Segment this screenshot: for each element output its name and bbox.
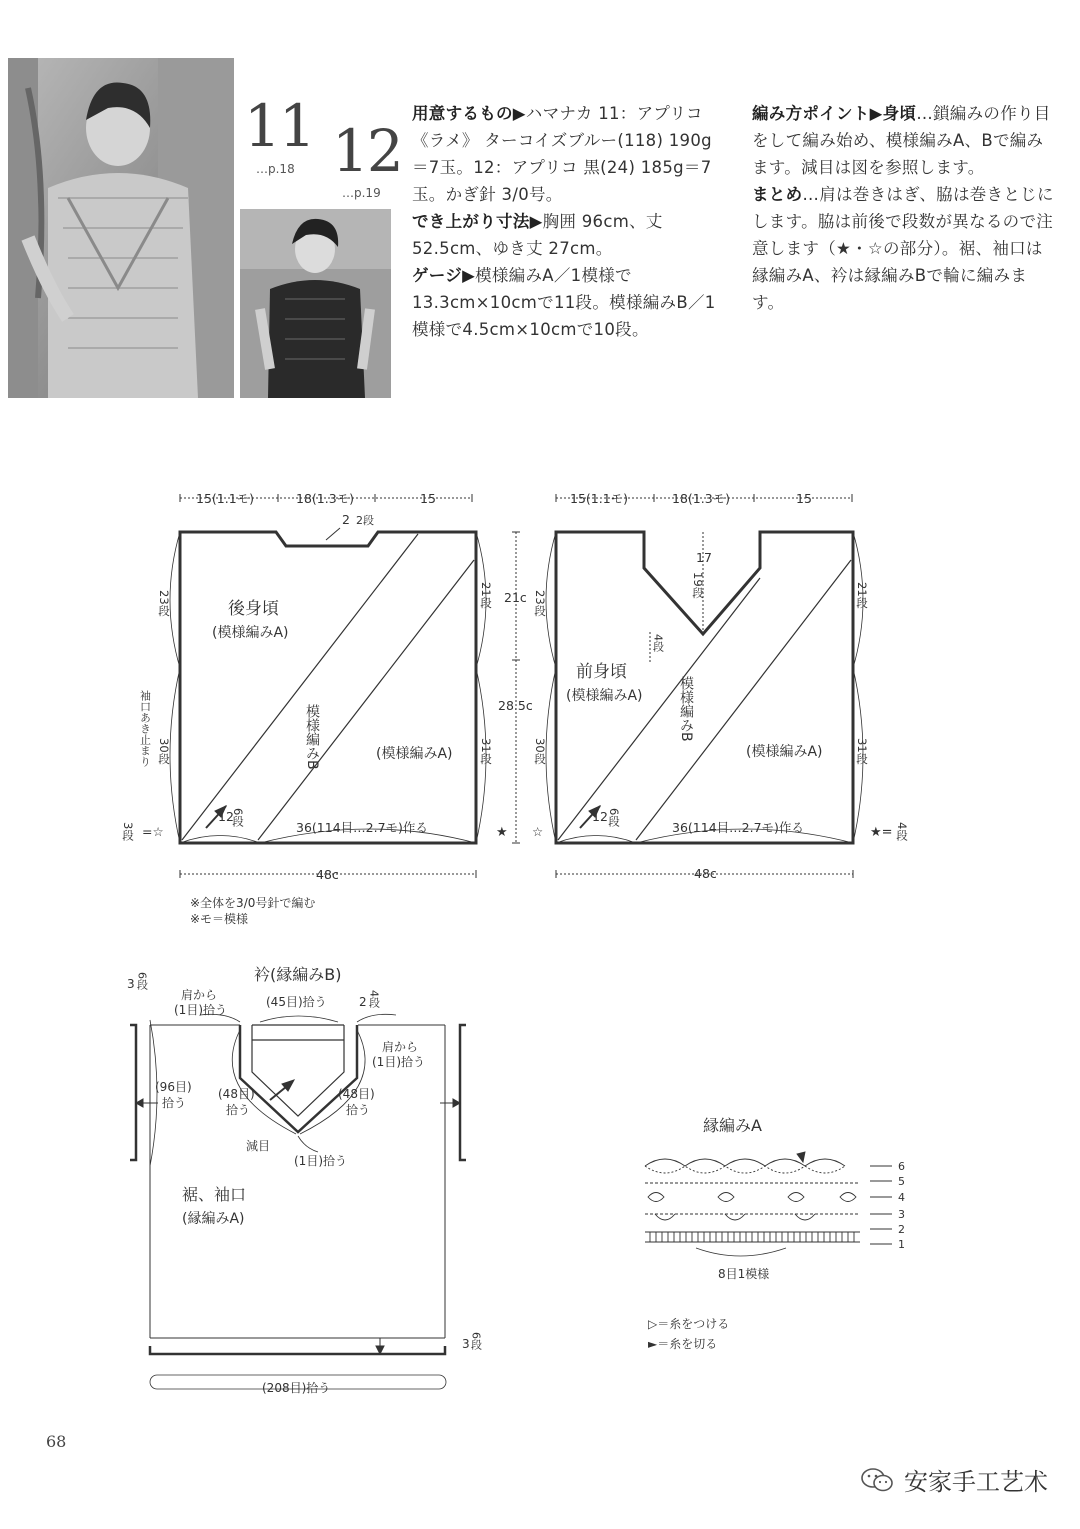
- back-left-3: 3段: [121, 822, 135, 841]
- back-pattern-b: 模様編みB: [304, 704, 320, 770]
- points-text: …鎖編みの作り目をして編み始め、模様編みA、Bで編みます。減目は図を参照します。: [752, 104, 1051, 177]
- edging-row-4: 4: [898, 1191, 905, 1204]
- edging-legend-2: ►＝糸を切る: [648, 1337, 718, 1351]
- finish-text: …肩は巻きはぎ、脇は巻きとじにします。脇は前後で段数が異なるので注意します（★・☆の部分）。裾、袖口は縁編みA、衿は縁編みBで輪に編みます。: [752, 185, 1054, 312]
- collar-side-96-1: (96目): [155, 1080, 192, 1094]
- gauge-text: 模様編みA／1模様で13.3cm×10cmで11段。模様編みB／1模様で4.5cm×10cmで10段。: [412, 266, 716, 339]
- back-star-hollow: =☆: [142, 824, 164, 839]
- page-number: 68: [46, 1432, 67, 1451]
- back-hem-6: 6段: [231, 808, 245, 827]
- collar-shoulder-l2: (1目)拾う: [174, 1003, 227, 1017]
- back-sleeve-note: 袖口あき止まり: [138, 690, 152, 767]
- front-chain: 36(114目…2.7モ)作る: [672, 820, 804, 835]
- note-1: ※全体を3/0号針で編む: [190, 896, 316, 910]
- collar-left-48-1: (48目): [218, 1087, 255, 1101]
- hem-title: 裾、袖口: [182, 1185, 247, 1204]
- edging-repeat: 8目1模様: [718, 1267, 770, 1281]
- back-star-solid: ★: [496, 825, 508, 840]
- back-top-left: 15(1.1モ): [196, 491, 255, 506]
- collar-labels: [127, 965, 483, 1395]
- back-height-285: 28.5c: [498, 698, 533, 713]
- front-pattern-b: 模様編みB: [678, 676, 694, 742]
- materials-text: ハマナカ 11：アプリコ《ラメ》 ターコイズブルー(118) 190g＝7玉。12：アプリコ 黒(24) 185g＝7玉。かぎ針 3/0号。: [412, 104, 712, 204]
- collar-hem-diagram: [130, 1014, 466, 1389]
- back-right-21: 21段: [479, 582, 493, 609]
- size-label: でき上がり寸法▶: [412, 212, 543, 231]
- edging-row-5: 5: [898, 1175, 905, 1188]
- edging-row-3: 3: [898, 1208, 905, 1221]
- watermark: [860, 1462, 1048, 1497]
- model-number-11: 11: [244, 92, 314, 160]
- collar-decrease: 減目: [246, 1139, 271, 1153]
- edging-title: 縁編みA: [703, 1116, 762, 1135]
- collar-right-2: 2: [359, 995, 367, 1009]
- front-hem-12: 12: [592, 809, 608, 824]
- front-top-right: 15: [796, 491, 812, 506]
- front-hem-6: 6段: [607, 808, 621, 827]
- edging-row-1: 1: [898, 1238, 905, 1251]
- note-2: ※モ＝模様: [190, 912, 249, 926]
- hem-208: (208目)拾う: [262, 1381, 331, 1395]
- collar-top-45: (45目)拾う: [266, 995, 327, 1009]
- model-12-page-ref: …p.19: [342, 186, 381, 200]
- edging-labels: [648, 1116, 905, 1351]
- materials-label: 用意するもの▶: [412, 104, 526, 123]
- front-left-23: 23段: [533, 590, 547, 617]
- front-top-left: 15(1.1モ): [570, 491, 629, 506]
- front-top-mid: 18(1.3モ): [672, 491, 731, 506]
- collar-side-96-2: 拾う: [162, 1096, 187, 1110]
- back-subtitle: (模様編みA): [212, 625, 289, 641]
- front-title: 前身頃: [576, 662, 627, 682]
- front-right-21: 21段: [855, 582, 869, 609]
- back-width: 48c: [316, 867, 339, 882]
- size-text: 胸囲 96cm、丈 52.5cm、ゆき丈 27cm。: [412, 212, 663, 258]
- points-label: 編み方ポイント▶身頃: [752, 104, 917, 123]
- edging-row-6: 6: [898, 1160, 905, 1173]
- front-v-17: 17: [696, 550, 712, 565]
- back-left-30: 30段: [157, 738, 171, 765]
- front-right-4: 4段: [895, 822, 909, 841]
- collar-shoulder-r1: 肩から: [382, 1040, 419, 1054]
- front-width: 48c: [694, 866, 717, 881]
- front-left-30: 30段: [533, 738, 547, 765]
- back-neck-rows: 2段: [356, 514, 374, 527]
- wechat-icon: [860, 1466, 894, 1494]
- front-star-solid: ★=: [870, 825, 893, 840]
- edging-a-chart: [645, 1152, 892, 1256]
- back-top-mid: 18(1.3モ): [296, 491, 355, 506]
- notes: [190, 895, 315, 926]
- gauge-label: ゲージ▶: [412, 266, 476, 285]
- hem-bottom-3: 3: [462, 1337, 470, 1351]
- collar-left-6: 6段: [135, 972, 149, 990]
- finish-label: まとめ: [752, 185, 803, 204]
- collar-bottom-1: (1目)拾う: [294, 1154, 347, 1168]
- collar-left-48-2: 拾う: [226, 1103, 251, 1117]
- front-subtitle: (模様編みA): [566, 688, 643, 704]
- front-right-31: 31段: [855, 738, 869, 765]
- back-top-right: 15: [420, 491, 436, 506]
- collar-left-3: 3: [127, 977, 135, 991]
- front-pattern-a: (模様編みA): [746, 744, 823, 760]
- back-height-21: 21c: [504, 590, 527, 605]
- collar-shoulder-r2: (1目)拾う: [372, 1055, 425, 1069]
- collar-right-48-2: 拾う: [346, 1103, 371, 1117]
- back-neck-depth: 2: [342, 512, 350, 527]
- front-v-4: 4段: [651, 634, 665, 652]
- collar-shoulder-l1: 肩から: [181, 988, 218, 1002]
- watermark-text: 安家手工艺术: [904, 1468, 1048, 1496]
- hem-bottom-6: 6段: [469, 1332, 483, 1350]
- collar-title: 衿(縁編みB): [254, 965, 342, 984]
- back-chain: 36(114目…2.7モ)作る: [296, 820, 428, 835]
- back-title: 後身頃: [228, 599, 279, 619]
- collar-right-4: 4段: [367, 990, 381, 1008]
- hem-subtitle: (縁編みA): [182, 1211, 245, 1227]
- front-star-hollow: ☆: [532, 824, 544, 839]
- edging-legend-1: ▷＝糸をつける: [648, 1317, 730, 1331]
- model-11-page-ref: …p.18: [256, 162, 295, 176]
- front-v-19: 19段: [691, 572, 705, 599]
- collar-right-48-1: (48目): [338, 1087, 375, 1101]
- back-left-23: 23段: [157, 590, 171, 617]
- back-hem-12: 12: [218, 809, 234, 824]
- edging-row-2: 2: [898, 1223, 905, 1236]
- back-pattern-a: (模様編みA): [376, 746, 453, 762]
- back-labels: [121, 491, 533, 882]
- back-right-31: 31段: [479, 738, 493, 765]
- model-number-12: 12: [332, 117, 402, 185]
